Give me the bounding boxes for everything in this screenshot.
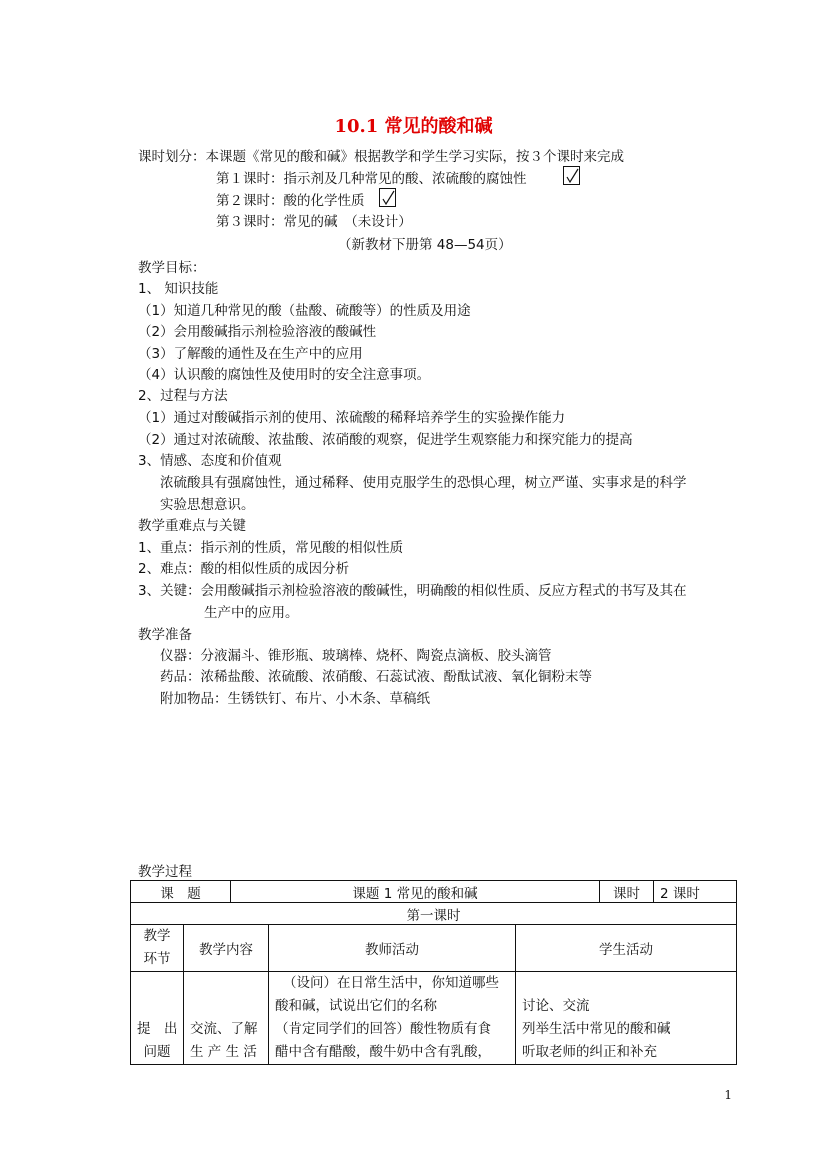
preparation-heading: 教学准备 — [138, 627, 192, 643]
topic-value: 课题 1 常见的酸和碱 — [231, 881, 600, 903]
row-student — [516, 972, 737, 1065]
key-point-item: 2、难点：酸的相似性质的成因分析 — [138, 561, 350, 577]
objective-item: （3）了解酸的通性及在生产中的应用 — [138, 346, 363, 362]
header-teacher: 教师活动 — [269, 925, 516, 972]
preparation-extras: 附加物品：生锈铁钉、布片、小木条、草稿纸 — [160, 691, 430, 707]
phase-line: 提 出 — [137, 1021, 178, 1037]
lesson-title: 第一课时 — [131, 903, 737, 925]
teacher-line: 醋中含有醋酸，酸牛奶中含有乳酸， — [275, 1044, 491, 1060]
objective-item: （4）认识酸的腐蚀性及使用时的安全注意事项。 — [138, 367, 431, 383]
page-number: 1 — [724, 1088, 732, 1102]
objective-paragraph: 实验思想意识。 — [160, 497, 255, 513]
topic-label: 课 题 — [131, 881, 231, 903]
teacher-line: （设问）在日常生活中，你知道哪些 — [283, 975, 499, 991]
schedule-lesson-1: 第１课时：指示剂及几种常见的酸、浓硫酸的腐蚀性 — [216, 171, 527, 187]
process-heading: 教学过程 — [138, 864, 192, 880]
objective-item: （1）知道几种常见的酸（盐酸、硫酸等）的性质及用途 — [138, 303, 471, 319]
objectives-section-2: 2、过程与方法 — [138, 388, 228, 404]
header-student: 学生活动 — [516, 925, 737, 972]
content-line: 交流、了解 — [190, 1021, 258, 1037]
teacher-line: 酸和碱，试说出它们的名称 — [275, 998, 437, 1014]
content-line: 生 产 生 活 — [190, 1044, 257, 1060]
objectives-section-3: 3、情感、态度和价值观 — [138, 453, 282, 469]
header-phase-line: 教学 — [143, 928, 171, 944]
row-teacher — [269, 972, 516, 1065]
objective-item: （2）通过对浓硫酸、浓盐酸、浓硝酸的观察，促进学生观察能力和探究能力的提高 — [138, 432, 633, 448]
objective-item: （1）通过对酸碱指示剂的使用、浓硫酸的稀释培养学生的实验操作能力 — [138, 410, 566, 426]
key-point-item-continued: 生产中的应用。 — [204, 605, 299, 621]
phase-line: 问题 — [143, 1044, 171, 1060]
checkmark-icon — [379, 188, 396, 207]
hours-value: 2 课时 — [654, 881, 737, 903]
student-line: 听取老师的纠正和补充 — [522, 1044, 657, 1060]
schedule-intro: 课时划分：本课题《常见的酸和碱》根据教学和学生学习实际，按３个课时来完成 — [138, 149, 624, 165]
hours-label: 课时 — [600, 881, 654, 903]
key-point-item: 1、重点：指示剂的性质，常见酸的相似性质 — [138, 540, 404, 556]
preparation-instruments: 仪器：分液漏斗、锥形瓶、玻璃棒、烧杯、陶瓷点滴板、胶头滴管 — [160, 648, 552, 664]
student-line: 讨论、交流 — [522, 998, 590, 1014]
checkmark-icon — [563, 166, 580, 185]
student-line: 列举生活中常见的酸和碱 — [522, 1021, 671, 1037]
header-content: 教学内容 — [184, 925, 269, 972]
key-points-heading: 教学重难点与关键 — [138, 518, 246, 534]
objective-item: （2）会用酸碱指示剂检验溶液的酸碱性 — [138, 324, 377, 340]
teacher-line: （肯定同学们的回答）酸性物质有食 — [275, 1021, 491, 1037]
key-point-item: 3、关键：会用酸碱指示剂检验溶液的酸碱性，明确酸的相似性质、反应方程式的书写及其在 — [138, 583, 687, 599]
header-phase — [131, 925, 184, 972]
schedule-lesson-3: 第３课时：常见的碱 （未设计） — [216, 214, 412, 230]
row-phase — [131, 972, 184, 1065]
textbook-pages: （新教材下册第 48—54页） — [338, 237, 512, 253]
preparation-reagents: 药品：浓稀盐酸、浓硫酸、浓硝酸、石蕊试液、酚酞试液、氧化铜粉末等 — [160, 669, 592, 685]
objectives-section-1: 1、 知识技能 — [138, 281, 219, 297]
header-phase-line: 环节 — [143, 951, 171, 967]
document-title: 10.1 常见的酸和碱 — [334, 116, 493, 137]
schedule-lesson-2: 第２课时：酸的化学性质 — [216, 193, 365, 209]
objectives-heading: 教学目标： — [138, 260, 206, 276]
objective-paragraph: 浓硫酸具有强腐蚀性，通过稀释、使用克服学生的恐惧心理，树立严谨、实事求是的科学 — [160, 475, 687, 491]
teaching-process-table — [130, 880, 737, 1065]
row-content — [184, 972, 269, 1065]
